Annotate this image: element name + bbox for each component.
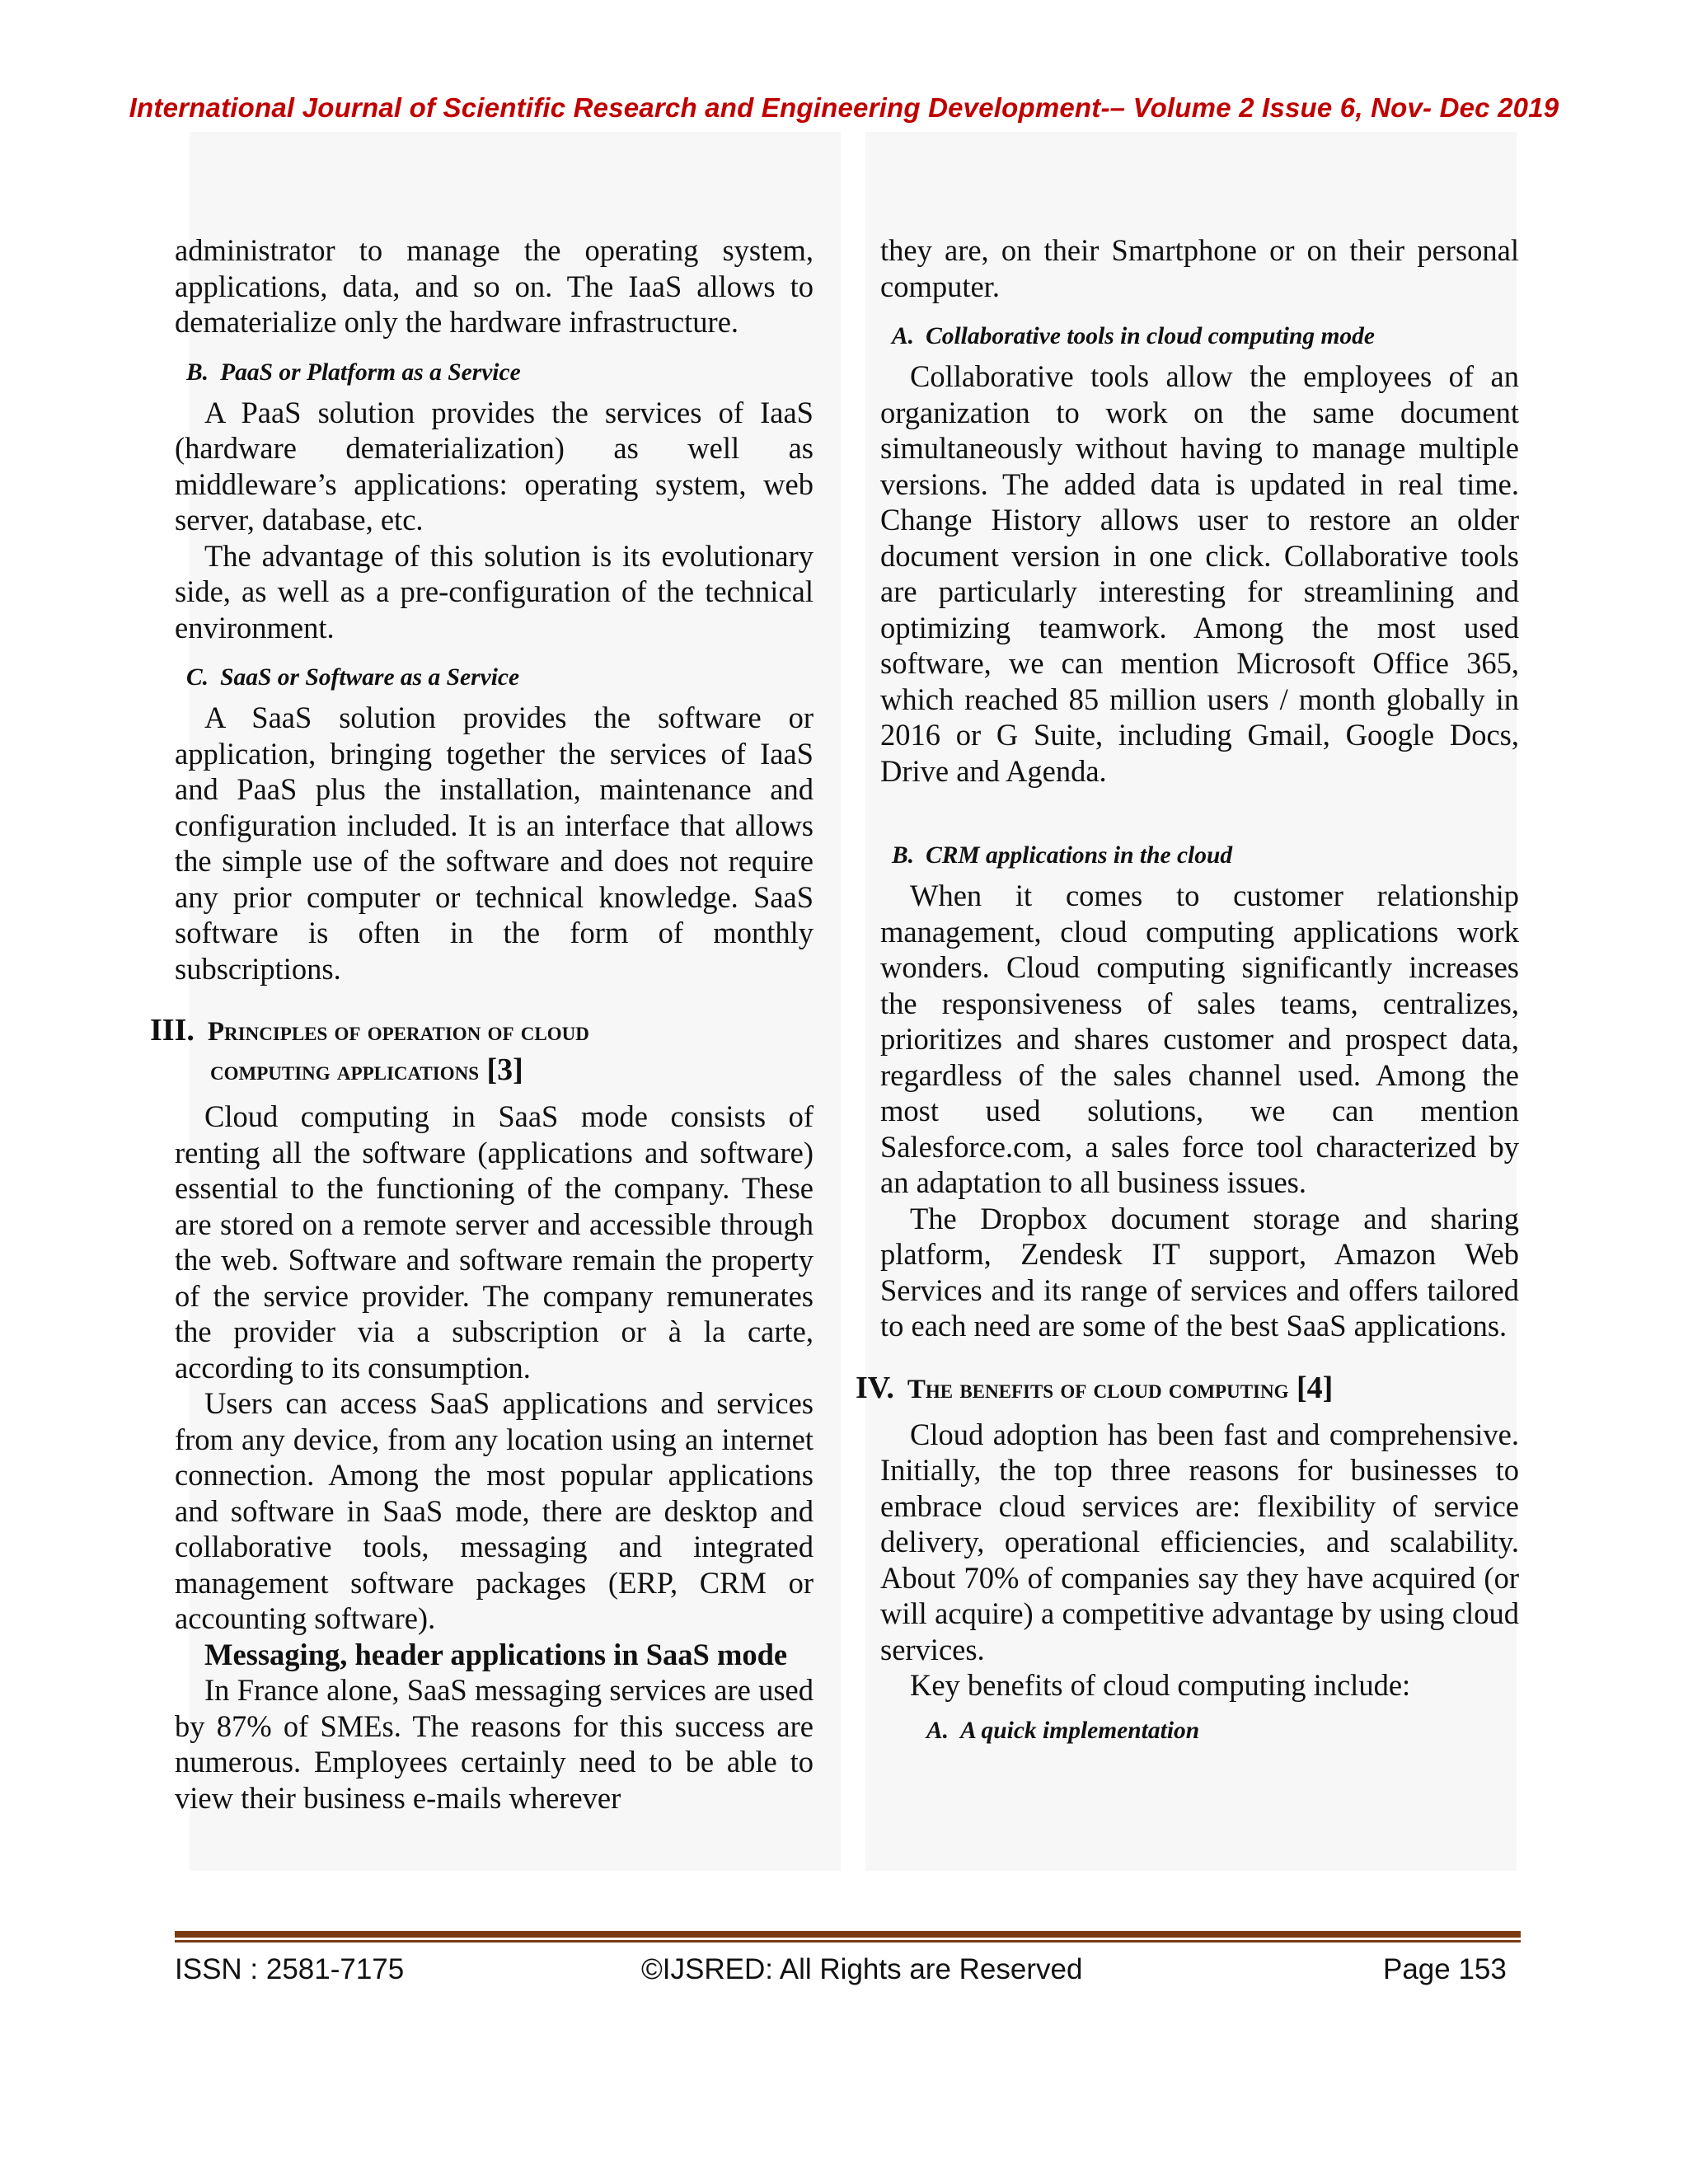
right-column — [856, 232, 1519, 1753]
footer-copyright: ©IJSRED: All Rights are Reserved — [641, 1953, 1083, 1985]
paas-subheading-title: PaaS or Platform as a Service — [220, 359, 521, 386]
section-3-paragraph-1: Cloud computing in SaaS mode consists of renting all the software (applications and software) essential to the functioning of the company. These are stored on a remote server and accessible through the web. Software and software remain the property of the service provider. The company remunerates the provider via a subscription or à la carte, according to its consumption. — [175, 1099, 814, 1385]
crm-subheading — [892, 840, 1519, 871]
footer-rule-thick — [175, 1931, 1521, 1938]
section-3-title-line-1: Principles of operation of cloud — [207, 1017, 589, 1047]
section-3-title-line-2: computing applications — [210, 1057, 480, 1086]
section-4-heading — [856, 1369, 1519, 1408]
footer-page-number: Page 153 — [1383, 1953, 1507, 1985]
crm-subheading-title: CRM applications in the cloud — [926, 842, 1233, 869]
crm-paragraph-2: The Dropbox document storage and sharing platform, Zendesk IT support, Amazon Web Services and its range of services and offers tailored to each need are some of the best SaaS applications. — [880, 1201, 1519, 1343]
section-4-numeral: IV. — [856, 1370, 894, 1405]
left-intro-paragraph: administrator to manage the operating system, applications, data, and so on. The IaaS allows to dematerialize only the hardware infrastructure. — [175, 233, 814, 339]
saas-subheading-title: SaaS or Software as a Service — [220, 664, 520, 691]
section-3-heading — [150, 1011, 814, 1090]
collab-paragraph-1: Collaborative tools allow the employees of an organization to work on the same document simultaneously without having to manage multiple versions. The added data is updated in real time. Change History allows user to restore an older document version in one click. Collaborative tools are particularly interesting for streamlining and optimizing teamwork. Among the most used software, we can mention Microsoft Office 365, which reached 85 million users / month globally in 2016 or G Suite, including Gmail, Google Docs, Drive and Agenda. — [880, 359, 1519, 788]
left-column — [150, 232, 814, 1816]
saas-subheading — [186, 662, 814, 693]
quick-implementation-subheading — [926, 1715, 1519, 1746]
collab-subheading-title: Collaborative tools in cloud computing mode — [926, 323, 1376, 349]
collab-subheading-letter: A. — [892, 323, 915, 349]
saas-paragraph-1: A SaaS solution provides the software or application, bringing together the services of IaaS and PaaS plus the installation, maintenance and configuration included. It is an interface that allows the simple use of the software and does not require any prior computer or technical knowledge. SaaS software is often in the form of monthly subscriptions. — [175, 701, 814, 986]
crm-paragraph-1: When it comes to customer relationship management, cloud computing applications work wonders. Cloud computing significantly increases the responsiveness of sales teams, centralizes, prioritizes and shares customer and prospect data, regardless of the sales channel used. Among the most used solutions, we can mention Salesforce.com, a sales force tool characterized by an adaptation to all business issues. — [880, 879, 1519, 1199]
section-3-numeral: III. — [150, 1013, 195, 1047]
collab-subheading — [892, 321, 1519, 352]
section-4-paragraph-1: Cloud adoption has been fast and comprehensive. Initially, the top three reasons for businesses to embrace cloud services are: flexibility of service delivery, operational efficiencies, and scalability. About 70% of companies say they have acquired (or will acquire) a competitive advantage by using cloud services. — [880, 1417, 1519, 1666]
footer-issn: ISSN : 2581-7175 — [175, 1953, 405, 1985]
quick-implementation-title: A quick implementation — [960, 1717, 1200, 1744]
paas-subheading — [186, 357, 814, 388]
crm-subheading-letter: B. — [892, 842, 915, 869]
section-3-paragraph-2: Users can access SaaS applications and services from any device, from any location using an internet connection. Among the most popular applications and software in SaaS mode, there are desktop and collaborative tools, messaging and integrated management software packages (ERP, CRM or accounting software). — [175, 1386, 814, 1635]
section-4-paragraph-2: Key benefits of cloud computing include: — [910, 1668, 1411, 1702]
paas-subheading-letter: B. — [186, 359, 209, 386]
journal-title: International Journal of Scientific Research and Engineering Development-– Volume 2 Issue 6, Nov- Dec 2019 — [129, 92, 1559, 123]
messaging-heading: Messaging, header applications in SaaS mode — [204, 1637, 788, 1671]
section-3-paragraph-3: In France alone, SaaS messaging services are used by 87% of SMEs. The reasons for this success are numerous. Employees certainly need to be able to view their business e-mails wherever — [175, 1673, 814, 1815]
right-intro-paragraph: they are, on their Smartphone or on their personal computer. — [880, 233, 1519, 303]
section-4-title: The benefits of cloud computing — [907, 1374, 1289, 1404]
footer-rule-thin — [175, 1940, 1521, 1943]
saas-subheading-letter: C. — [186, 664, 209, 691]
quick-implementation-letter: A. — [926, 1717, 950, 1744]
paas-paragraph-1: A PaaS solution provides the services of IaaS (hardware dematerialization) as well as middleware’s applications: operating system, web server, database, etc. — [175, 395, 814, 537]
section-4-reference: [4] — [1296, 1370, 1334, 1405]
paas-paragraph-2: The advantage of this solution is its evolutionary side, as well as a pre-configuration of the technical environment. — [175, 538, 814, 644]
section-3-reference: [3] — [486, 1052, 523, 1087]
